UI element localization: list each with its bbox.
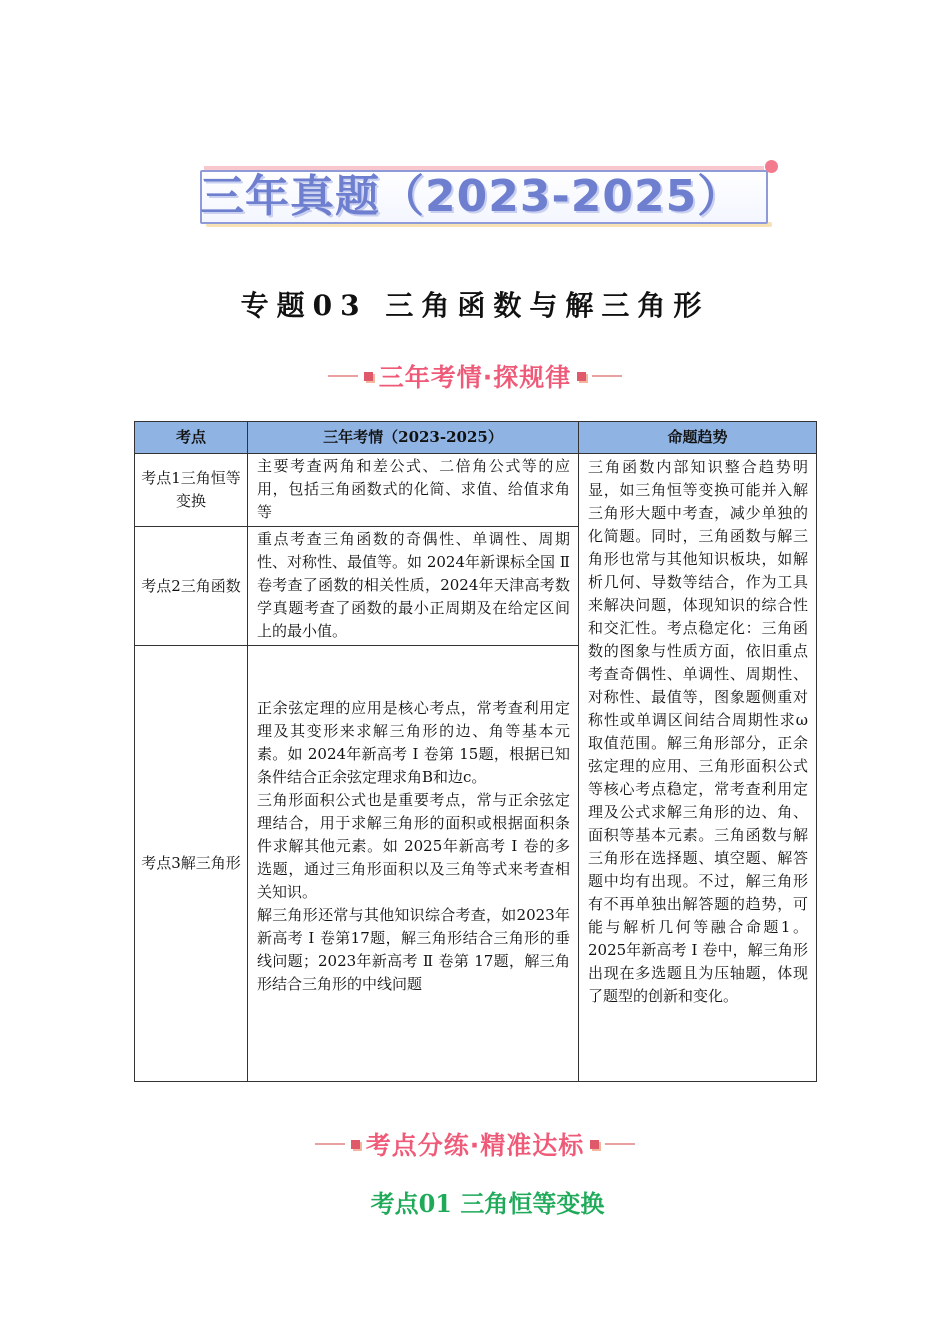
detail-cell xyxy=(248,646,579,1082)
detail-paragraph: 重点考查三角函数的奇偶性、单调性、周期性、对称性、最值等。如 2024年新课标全国 Ⅱ 卷考查了函数的相关性质，2024年天津高考数学真题考查了函数的最小正周期及在给定区间上的最小值。 xyxy=(257,530,570,640)
trend-cell: 三角函数内部知识整合趋势明显，如三角恒等变换可能并入解三角形大题中考查，减少单独的化简题。同时，三角函数与解三角形也常与其他知识板块，如解析几何、导数等结合，作为工具来解决问题，体现知识的综合性和交汇性。考点稳定化：三角函数的图象与性质方面，依旧重点考查奇偶性、单调性、周期性、对称性、最值等，图象题侧重对称性或单调区间结合周期性求ω取值范围。解三角形部分，正余弦定理的应用、三角形面积公式等核心考点稳定，常考查利用定理及公式求解三角形的边、角、面积等基本元素。三角函数与解三角形在选择题、填空题、解答题中均有出现。不过，解三角形有不再单独出解答题的趋势，可能与解析几何等融合命题1。2025年新高考 Ⅰ 卷中，解三角形出现在多选题且为压轴题，体现了题型的创新和变化。 xyxy=(579,454,817,1082)
exam-analysis-table xyxy=(134,421,817,1082)
topic-cell: 考点3解三角形 xyxy=(135,646,248,1082)
heading-line-left xyxy=(315,1143,345,1145)
heading-square-icon xyxy=(590,1140,599,1149)
topic-cell: 考点2三角函数 xyxy=(135,527,248,646)
detail-paragraph: 正余弦定理的应用是核心考点，常考查利用定理及其变形来求解三角形的边、角等基本元素。如 2024年新高考 Ⅰ 卷第 15题，根据已知条件结合正余弦定理求角B和边c。 xyxy=(257,698,570,786)
detail-cell xyxy=(248,454,579,527)
topic-cell: 考点1三角恒等变换 xyxy=(135,454,248,527)
detail-paragraph: 主要考查两角和差公式、二倍角公式等的应用，包括三角函数式的化简、求值、给值求角等 xyxy=(257,457,570,521)
heading-line-right xyxy=(592,375,622,377)
heading-line-right xyxy=(605,1143,635,1145)
section-heading-practice xyxy=(0,1126,950,1162)
heading-square-icon xyxy=(364,372,373,381)
title-banner xyxy=(200,170,772,228)
heading-line-left xyxy=(328,375,358,377)
banner-text: 三年真题（2023-2025） xyxy=(200,171,743,222)
heading-square-icon xyxy=(577,372,586,381)
header-trend: 命题趋势 xyxy=(579,422,817,454)
section-heading-label: 考点分练·精准达标 xyxy=(365,1131,585,1160)
section-heading-label: 三年考情·探规律 xyxy=(378,363,572,392)
header-situation: 三年考情（2023-2025） xyxy=(248,422,579,454)
banner-dot-icon xyxy=(765,160,778,173)
section-heading-trends xyxy=(0,358,950,394)
detail-cell xyxy=(248,527,579,646)
table-row xyxy=(135,454,817,527)
knowledge-point-title: 考点01 三角恒等变换 xyxy=(370,1189,605,1218)
header-topic: 考点 xyxy=(135,422,248,454)
detail-paragraph: 解三角形还常与其他知识综合考查，如2023年新高考 Ⅰ 卷第17题，解三角形结合三角形的垂线问题；2023年新高考 Ⅱ 卷第 17题，解三角形结合三角形的中线问题 xyxy=(257,905,570,993)
detail-paragraph: 三角形面积公式也是重要考点，常与正余弦定理结合，用于求解三角形的面积或根据面积条件求解其他元素。如 2025年新高考 Ⅰ 卷的多选题，通过三角形面积以及三角等式来考查相关知识。 xyxy=(257,790,570,901)
table-header-row xyxy=(135,422,817,454)
heading-square-icon xyxy=(351,1140,360,1149)
page-title: 专题03 三角函数与解三角形 xyxy=(240,289,710,322)
